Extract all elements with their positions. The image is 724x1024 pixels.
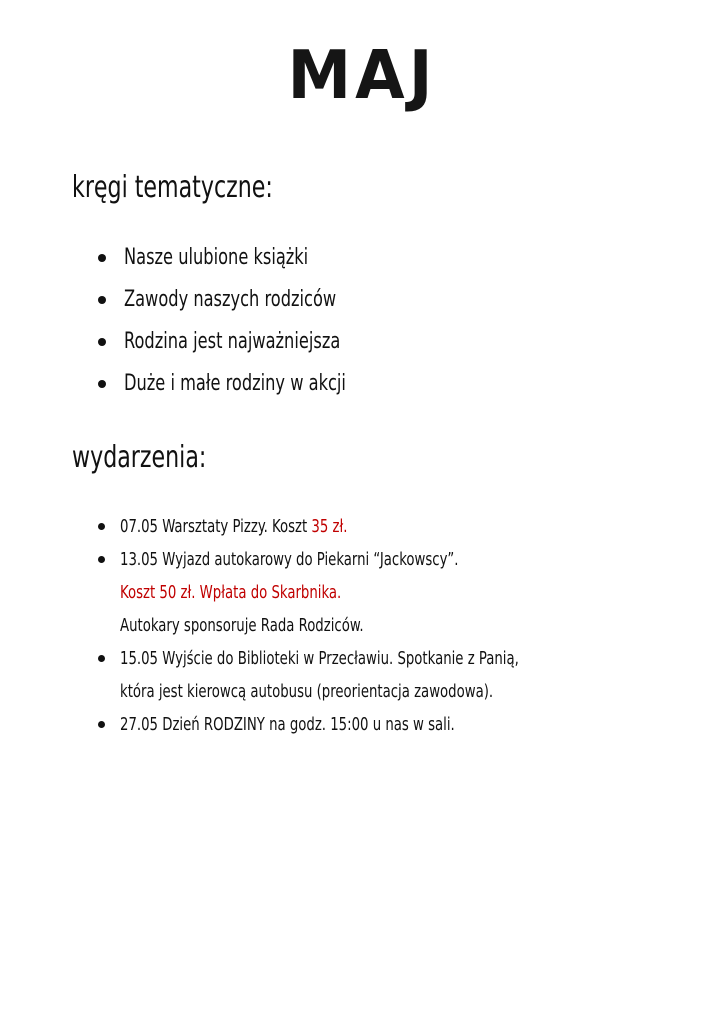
bullet-icon [98,338,106,346]
event-line: Autokary sponsoruje Rada Rodziców. [120,615,364,636]
event-line: 15.05 Wyjście do Biblioteki w Przecławiu. Spotkanie z Panią, [120,648,519,669]
list-item [98,237,395,279]
bullet-icon [98,721,105,728]
event-item [98,708,606,741]
event-line [120,510,519,543]
bullet-icon [98,254,106,262]
bullet-icon [98,296,106,304]
list-item-text: Rodzina jest najważniejsza [124,329,341,354]
page-title: MAJ [287,37,437,115]
list-item-text: Zawody naszych rodziców [124,287,337,312]
events-list [98,510,606,741]
topics-list [98,237,395,405]
list-item-text: Duże i małe rodziny w akcji [124,371,346,396]
list-item-text: Nasze ulubione książki [124,245,309,270]
event-price: 35 zł. [311,516,348,537]
event-item [98,543,606,642]
event-line: 27.05 Dzień RODZINY na godz. 15:00 u nas w sali. [120,714,455,735]
bullet-icon [98,380,106,388]
event-line: która jest kierowcą autobusu (preorientacja zawodowa). [120,681,494,702]
events-heading: wydarzenia: [72,440,207,475]
event-item [98,510,606,543]
event-text: 07.05 Warsztaty Pizzy. Koszt [120,516,312,537]
bullet-icon [98,556,105,563]
topics-heading: kręgi tematyczne: [72,170,273,205]
list-item [98,363,395,405]
event-item [98,642,606,708]
bullet-icon [98,655,105,662]
list-item [98,279,395,321]
bullet-icon [98,523,105,530]
event-cost-line: Koszt 50 zł. Wpłata do Skarbnika. [120,582,342,603]
event-line: 13.05 Wyjazd autokarowy do Piekarni “Jackowscy”. [120,549,459,570]
list-item [98,321,395,363]
